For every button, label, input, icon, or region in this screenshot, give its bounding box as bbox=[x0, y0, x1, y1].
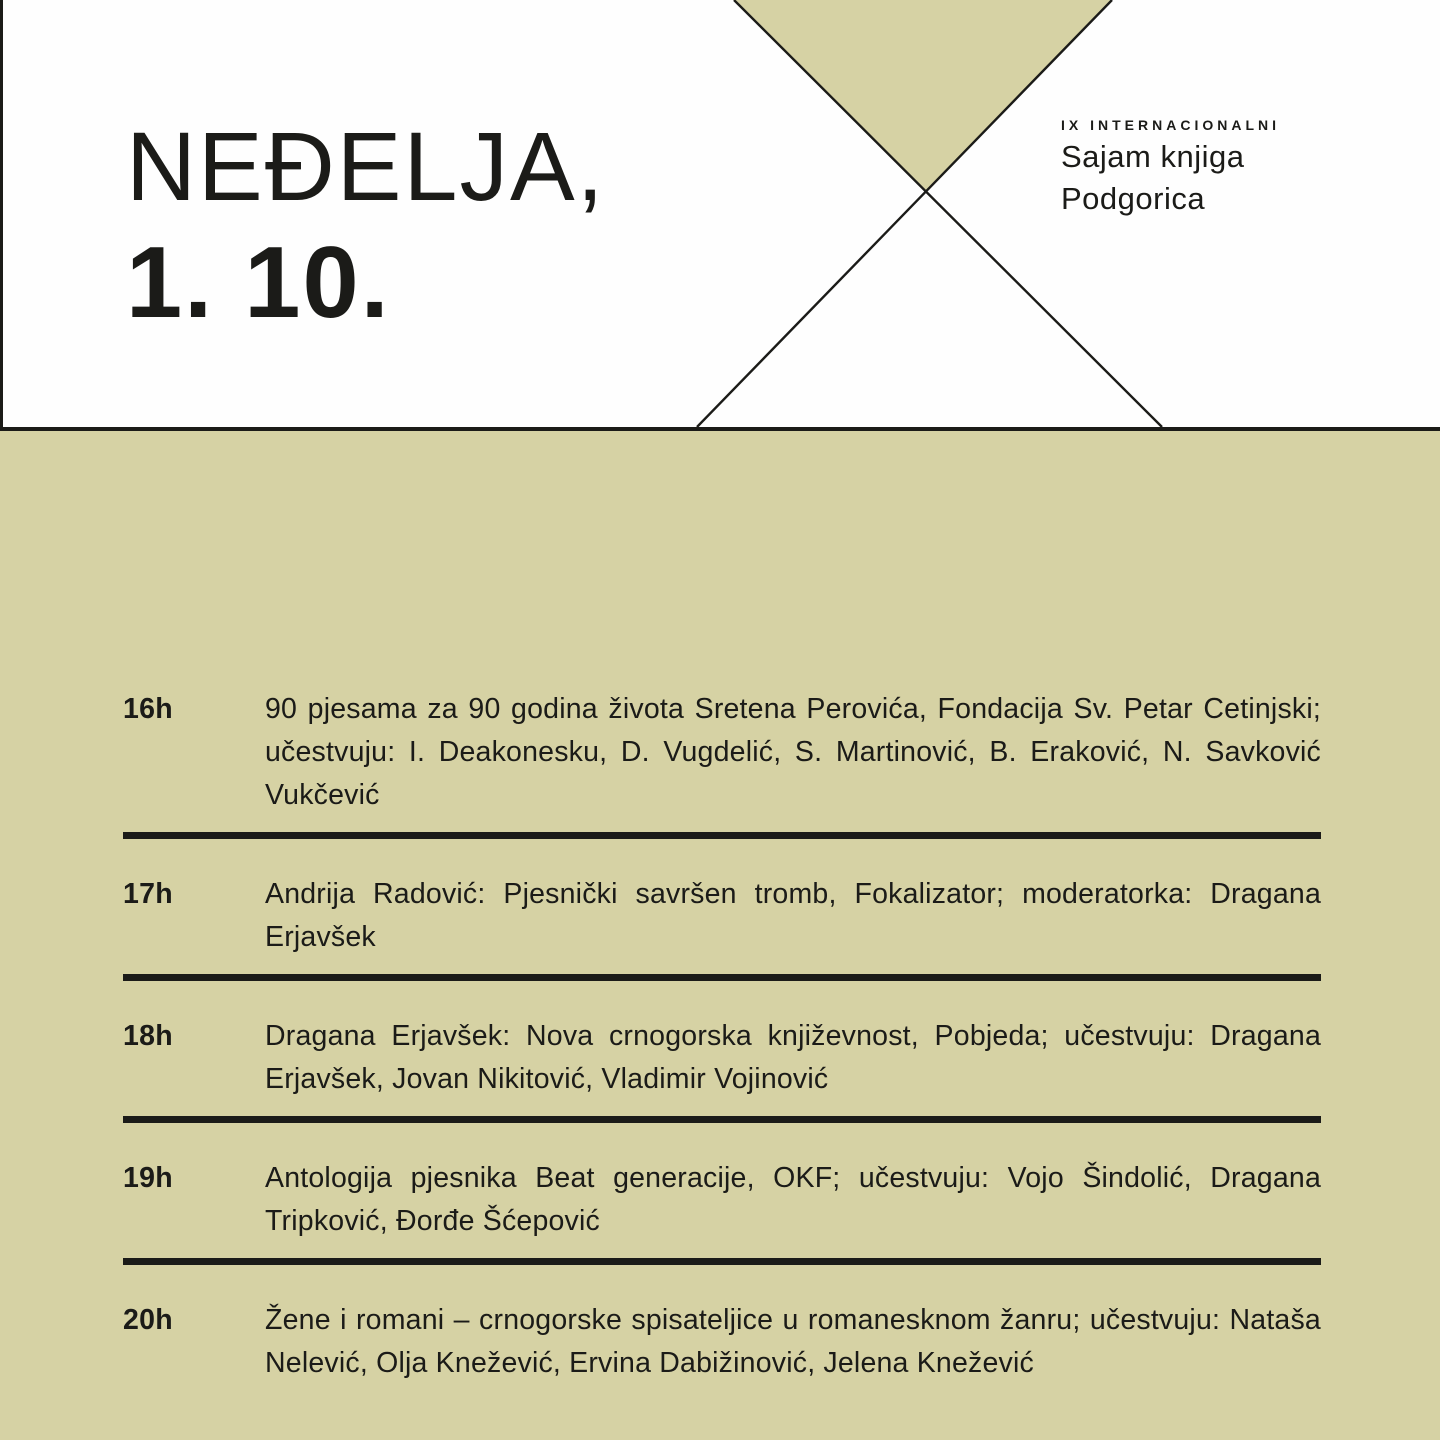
title-block bbox=[126, 112, 606, 339]
schedule-row bbox=[123, 1015, 1321, 1101]
page-title-day: NEĐELJA, bbox=[126, 112, 606, 221]
event-description: Antologija pjesnika Beat generacije, OKF; učestvuju: Vojo Šindolić, Dragana Tripković, Đorđe Šćepović bbox=[265, 1162, 1321, 1237]
olive-triangle bbox=[734, 0, 1112, 193]
logo-name-line2: Podgorica bbox=[1061, 181, 1206, 216]
schedule-row bbox=[123, 873, 1321, 959]
time-label: 20h bbox=[123, 1304, 174, 1336]
schedule-row bbox=[123, 688, 1321, 817]
event-description: Žene i romani – crnogorske spisateljice u romanesknom žanru; učestvuju: Nataša Nelević, Olja Knežević, Ervina Dabižinović, Jelena Knežević bbox=[265, 1304, 1321, 1379]
time-label: 17h bbox=[123, 878, 174, 910]
schedule-list bbox=[123, 688, 1321, 1385]
time-label: 19h bbox=[123, 1162, 174, 1194]
row-divider bbox=[123, 1258, 1321, 1265]
time-label: 18h bbox=[123, 1020, 174, 1052]
event-description: Andrija Radović: Pjesnički savršen tromb, Fokalizator; moderatorka: Dragana Erjavšek bbox=[265, 878, 1321, 953]
schedule-row bbox=[123, 1157, 1321, 1243]
event-description: 90 pjesama za 90 godina života Sretena Perovića, Fondacija Sv. Petar Cetinjski; učestvuju: I. Deakonesku, D. Vugdelić, S. Martinović, B. Eraković, N. Savković Vukčević bbox=[265, 693, 1321, 811]
logo-edition-line: IX INTERNACIONALNI bbox=[1061, 117, 1280, 133]
logo-name-line1: Sajam knjiga bbox=[1061, 139, 1245, 174]
header-band bbox=[0, 0, 1440, 431]
fair-logo bbox=[1061, 114, 1280, 220]
row-divider bbox=[123, 832, 1321, 839]
time-label: 16h bbox=[123, 693, 174, 725]
event-description: Dragana Erjavšek: Nova crnogorska književnost, Pobjeda; učestvuju: Dragana Erjavšek, Jovan Nikitović, Vladimir Vojinović bbox=[265, 1020, 1321, 1095]
schedule-row bbox=[123, 1299, 1321, 1385]
row-divider bbox=[123, 1116, 1321, 1123]
page-title-date: 1. 10. bbox=[126, 227, 391, 339]
row-divider bbox=[123, 974, 1321, 981]
